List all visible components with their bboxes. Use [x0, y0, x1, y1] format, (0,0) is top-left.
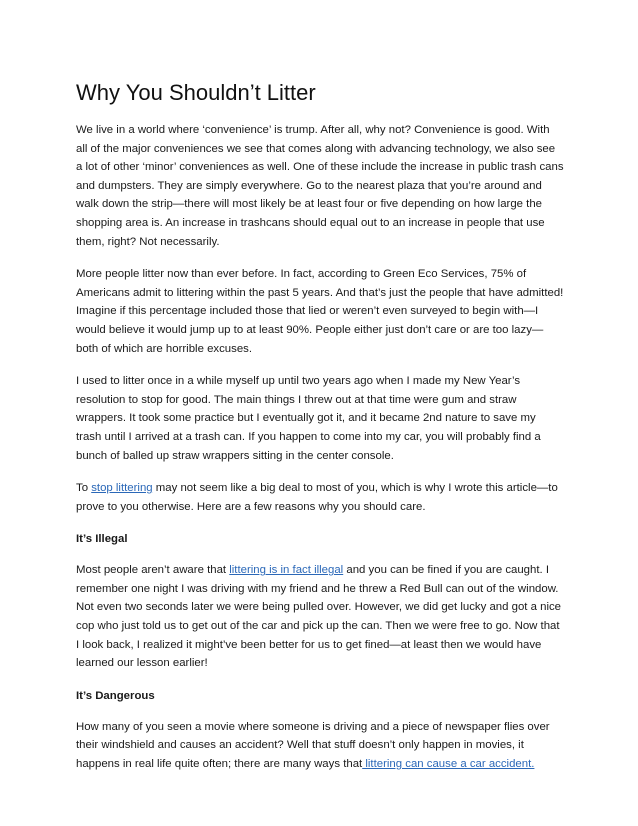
paragraph-illegal: [76, 561, 564, 673]
page-title: Why You Shouldn’t Litter: [76, 80, 316, 105]
car-accident-link[interactable]: littering can cause a car accident.: [362, 758, 535, 771]
stop-littering-link[interactable]: stop littering: [91, 482, 153, 495]
section-heading-illegal: It’s Illegal: [76, 533, 128, 546]
paragraph-text: How many of you seen a movie where someone is driving and a piece of newspaper flies over their windshield and causes an accident? Well that stuff doesn’t only happen in movies, it happens in real life quite often; there are many ways that: [76, 720, 550, 771]
paragraph-personal-story: I used to litter once in a while myself up until two years ago when I made my New Year’s resolution to stop for good. The main things I threw out at that time were gum and straw wrappers. It took some practice but I eventually got it, and it became 2nd nature to save my trash until I arrived at a trash can. If you happen to come into my car, you will probably find a bunch of balled up straw wrappers sitting in the center console.: [76, 375, 541, 462]
document-page: [76, 80, 564, 788]
paragraph-text: Most people aren’t aware that: [76, 564, 230, 577]
section-heading-dangerous: It’s Dangerous: [76, 689, 155, 702]
paragraph-text: may not seem like a big deal to most of you, which is why I wrote this article—to prove to you otherwise. Here are a few reasons why you should care.: [76, 482, 558, 513]
paragraph-statistics: More people litter now than ever before. In fact, according to Green Eco Services, 75% of Americans admit to littering within the past 5 years. And that’s just the people that have admitted! Imagine if this percentage included those that lied or weren’t even surveyed to begin with—I would believe it would jump up to at least 90%. People either just don’t care or are too lazy—both of which are horrible excuses.: [76, 268, 564, 355]
paragraph-intro: We live in a world where ‘convenience’ is trump. After all, why not? Convenience is good. With all of the major conveniences we see that comes along with advancing technology, we also see a lot of other ‘minor’ conveniences as well. One of these include the increase in public trash cans and dumpsters. They are simply everywhere. Go to the nearest plaza that you’re around and walk down the strip—there will most likely be at least four or five depending on how large the shopping area is. An increase in trashcans should equal out to an increase in people that use them, right? Not necessarily.: [76, 124, 564, 248]
paragraph-text: and you can be fined if you are caught. I remember one night I was driving with my friend and he threw a Red Bull can out of the window. Not even two seconds later we were being pulled over. However, we did get lucky and got a nice cop who just told us to get out of the car and pick up the can. Then we were free to go. Now that I look back, I realized it might’ve been better for us to get fined—at least then we would have learned our lesson earlier!: [76, 564, 562, 670]
paragraph-why-care: [76, 479, 564, 516]
paragraph-dangerous: [76, 718, 564, 774]
paragraph-text: To: [76, 482, 92, 495]
littering-illegal-link[interactable]: littering is in fact illegal: [229, 564, 344, 577]
